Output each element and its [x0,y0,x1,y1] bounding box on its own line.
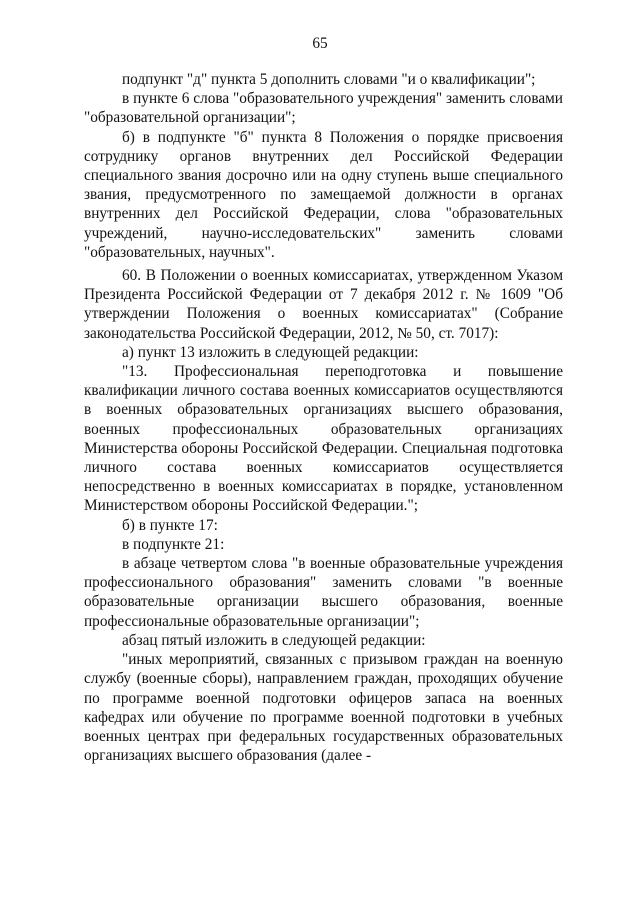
document-body [84,70,563,765]
paragraph-item-60: 60. В Положении о военных комиссариатах, утвержденном Указом Президента Российской Федерации от 7 декабря 2012 г. № 1609 "Об утверждении Положения о военных комиссариатах" (Собрание законодательства Российской Федерации, 2012, № 50, ст. 7017): [84,267,563,342]
paragraph-point-13-intro: а) пункт 13 изложить в следующей редакции: [122,343,419,361]
paragraph-fourth-abzac: в абзаце четвертом слова "в военные образовательные учреждения профессионального образования" заменить словами "в военные образовательные организации высшего образования, военные профессиональные образовательные организации"; [84,555,563,630]
paragraph-subpoint-b-point-8: б) в подпункте "б" пункта 8 Положения о порядке присвоения сотруднику органов внутренних дел Российской Федерации специального звания досрочно или на одну ступень выше специального звания, предусмотренного по замещаемой должности в органах внутренних дел Российской Федерации, слова "образовательных учреждений, научно-исследовательских" заменить словами "образовательных, научных". [84,128,563,261]
paragraph-point-17: б) в пункте 17: [122,516,218,534]
page-number: 65 [312,35,328,52]
paragraph-subpoint-d: подпункт "д" пункта 5 дополнить словами "и о квалификации"; [122,71,536,88]
paragraph-point-13-text: "13. Профессиональная переподготовка и повышение квалификации личного состава военных комиссариатов осуществляются в военных образовательных организациях высшего образования, военных профессиональных образовательных организациях Министерства обороны Российской Федерации. Специальная подготовка личного состава военных комиссариатов осуществляется непосредственно в военных комиссариатах в порядке, установленном Министерством обороны Российской Федерации."; [84,363,563,515]
paragraph-subpoint-21: в подпункте 21: [122,535,225,553]
paragraph-fifth-abzac-intro: абзац пятый изложить в следующей редакции: [122,631,426,649]
paragraph-point-6: в пункте 6 слова "образовательного учреждения" заменить словами "образовательной организации"; [84,90,563,127]
paragraph-fifth-abzac-text: "иных мероприятий, связанных с призывом граждан на военную службу (военные сборы), направлением граждан, проходящих обучение по программе военной подготовки офицеров запаса на военных кафедрах или обучение по программе военной подготовки в учебных военных центрах при федеральных государственных образовательных организациях высшего образования (далее - [84,651,563,765]
